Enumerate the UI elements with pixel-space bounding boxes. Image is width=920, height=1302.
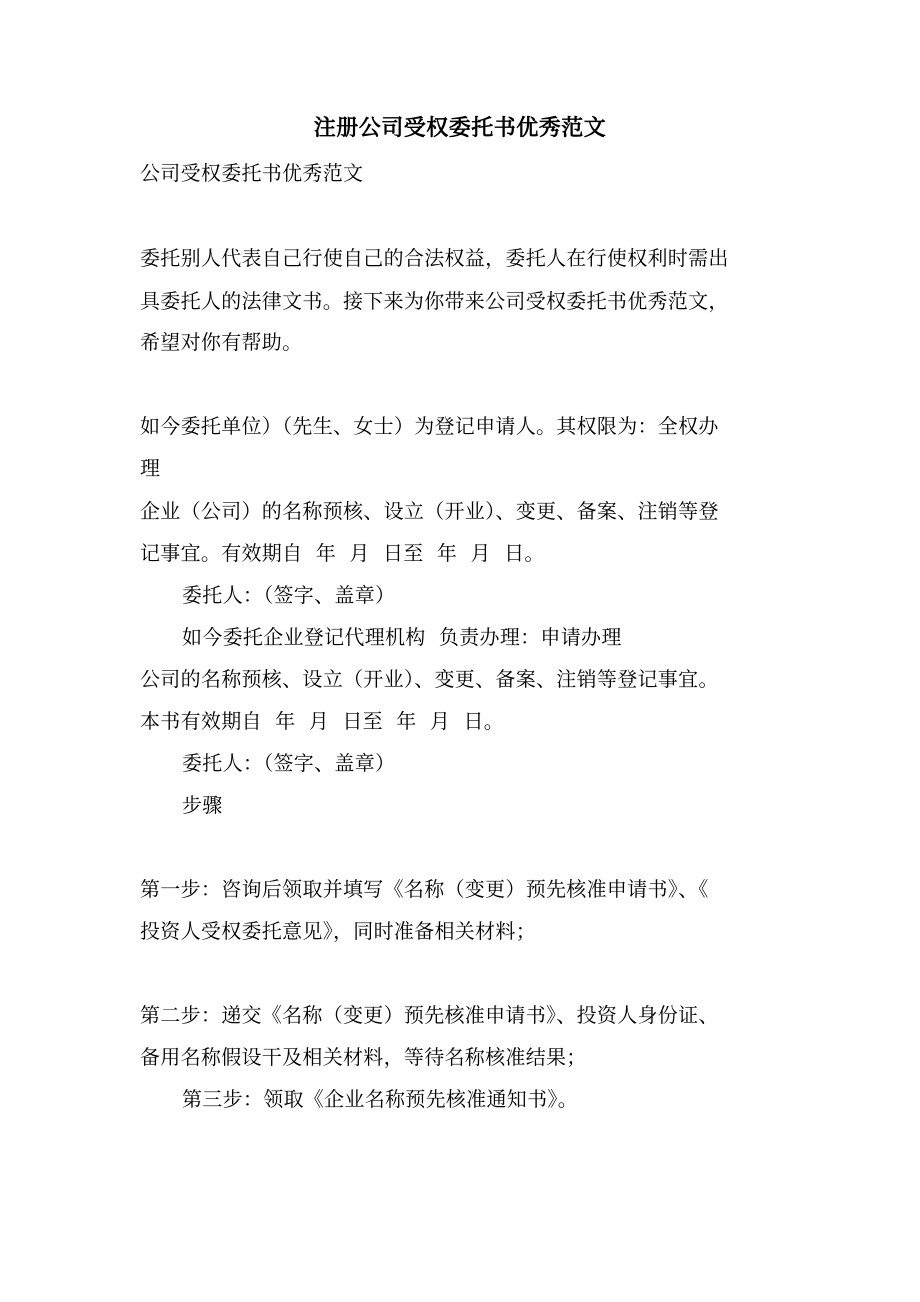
paragraph-line: 公司的名称预核、设立（开业）、变更、备案、注销等登记事宜。 bbox=[140, 667, 719, 691]
paragraph-line: 如今委托企业登记代理机构 负责办理：申请办理 bbox=[182, 625, 622, 649]
step-line: 备用名称假设干及相关材料，等待名称核准结果； bbox=[140, 1045, 587, 1069]
document-title: 注册公司受权委托书优秀范文 bbox=[313, 115, 607, 141]
step-line: 第二步：递交《名称（变更）预先核准申请书》、投资人身份证、 bbox=[140, 1003, 719, 1027]
paragraph-line: 记事宜。有效期自 年 月 日至 年 月 日。 bbox=[140, 541, 545, 565]
step-line: 第三步：领取《企业名称预先核准通知书》。 bbox=[182, 1087, 578, 1111]
paragraph-line: 具委托人的法律文书。接下来为你带来公司受权委托书优秀范文， bbox=[140, 289, 729, 313]
paragraph-line: 如今委托单位）（先生、女士）为登记申请人。其权限为：全权办 bbox=[140, 414, 719, 438]
signature-line: 委托人：（签字、盖章） bbox=[182, 583, 396, 607]
paragraph-line: 希望对你有帮助。 bbox=[140, 330, 303, 354]
paragraph-line: 企业（公司）的名称预核、设立（开业）、变更、备案、注销等登 bbox=[140, 499, 719, 523]
subtitle-line: 公司受权委托书优秀范文 bbox=[140, 161, 364, 185]
signature-line: 委托人：（签字、盖章） bbox=[182, 751, 396, 775]
section-heading: 步骤 bbox=[182, 793, 223, 817]
paragraph-line: 委托别人代表自己行使自己的合法权益，委托人在行使权利时需出 bbox=[140, 246, 729, 270]
step-line: 投资人受权委托意见》，同时准备相关材料； bbox=[140, 919, 536, 943]
step-line: 第一步：咨询后领取并填写《名称（变更）预先核准申请书》、《 bbox=[140, 877, 709, 901]
paragraph-line: 本书有效期自 年 月 日至 年 月 日。 bbox=[140, 709, 505, 733]
paragraph-line: 理 bbox=[140, 456, 161, 480]
